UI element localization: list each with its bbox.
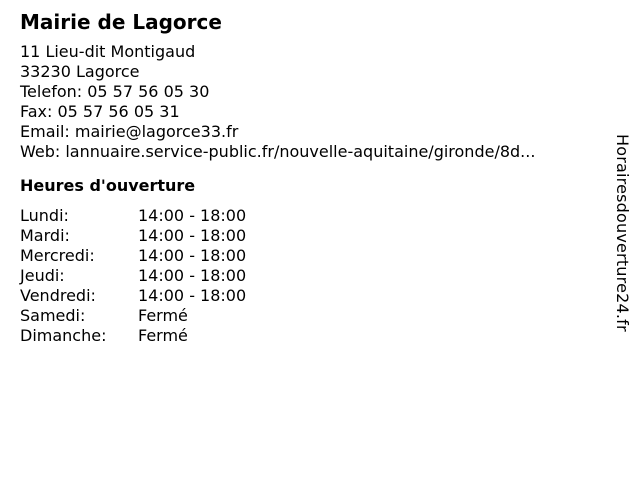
hours-time-value: 14:00 - 18:00 [138, 206, 247, 225]
hours-row-wednesday [20, 246, 600, 266]
hours-day-label: Mardi: [20, 226, 70, 245]
hours-day-label: Lundi: [20, 206, 69, 225]
opening-hours-title: Heures d'ouverture [20, 176, 196, 195]
hours-time-value: 14:00 - 18:00 [138, 246, 247, 265]
fax-line: Fax: 05 57 56 05 31 [20, 102, 180, 121]
hours-day-label: Mercredi: [20, 246, 95, 265]
hours-time-value: Fermé [138, 306, 188, 325]
watermark-text: Horairesdouverture24.fr [613, 134, 632, 332]
opening-hours-table [20, 206, 600, 346]
hours-row-sunday [20, 326, 600, 346]
address-line-2: 33230 Lagorce [20, 62, 140, 81]
hours-day-label: Samedi: [20, 306, 86, 325]
hours-time-value: 14:00 - 18:00 [138, 226, 247, 245]
hours-row-monday [20, 206, 600, 226]
hours-time-value: 14:00 - 18:00 [138, 266, 247, 285]
hours-row-tuesday [20, 226, 600, 246]
hours-day-label: Vendredi: [20, 286, 96, 305]
web-line: Web: lannuaire.service-public.fr/nouvelle-aquitaine/gironde/8d... [20, 142, 536, 161]
hours-row-thursday [20, 266, 600, 286]
hours-time-value: 14:00 - 18:00 [138, 286, 247, 305]
hours-day-label: Jeudi: [20, 266, 65, 285]
hours-time-value: Fermé [138, 326, 188, 345]
page-title: Mairie de Lagorce [20, 10, 222, 34]
hours-day-label: Dimanche: [20, 326, 107, 345]
phone-line: Telefon: 05 57 56 05 30 [20, 82, 210, 101]
hours-row-saturday [20, 306, 600, 326]
hours-row-friday [20, 286, 600, 306]
address-line-1: 11 Lieu-dit Montigaud [20, 42, 196, 61]
info-panel [20, 10, 600, 346]
email-line: Email: mairie@lagorce33.fr [20, 122, 239, 141]
